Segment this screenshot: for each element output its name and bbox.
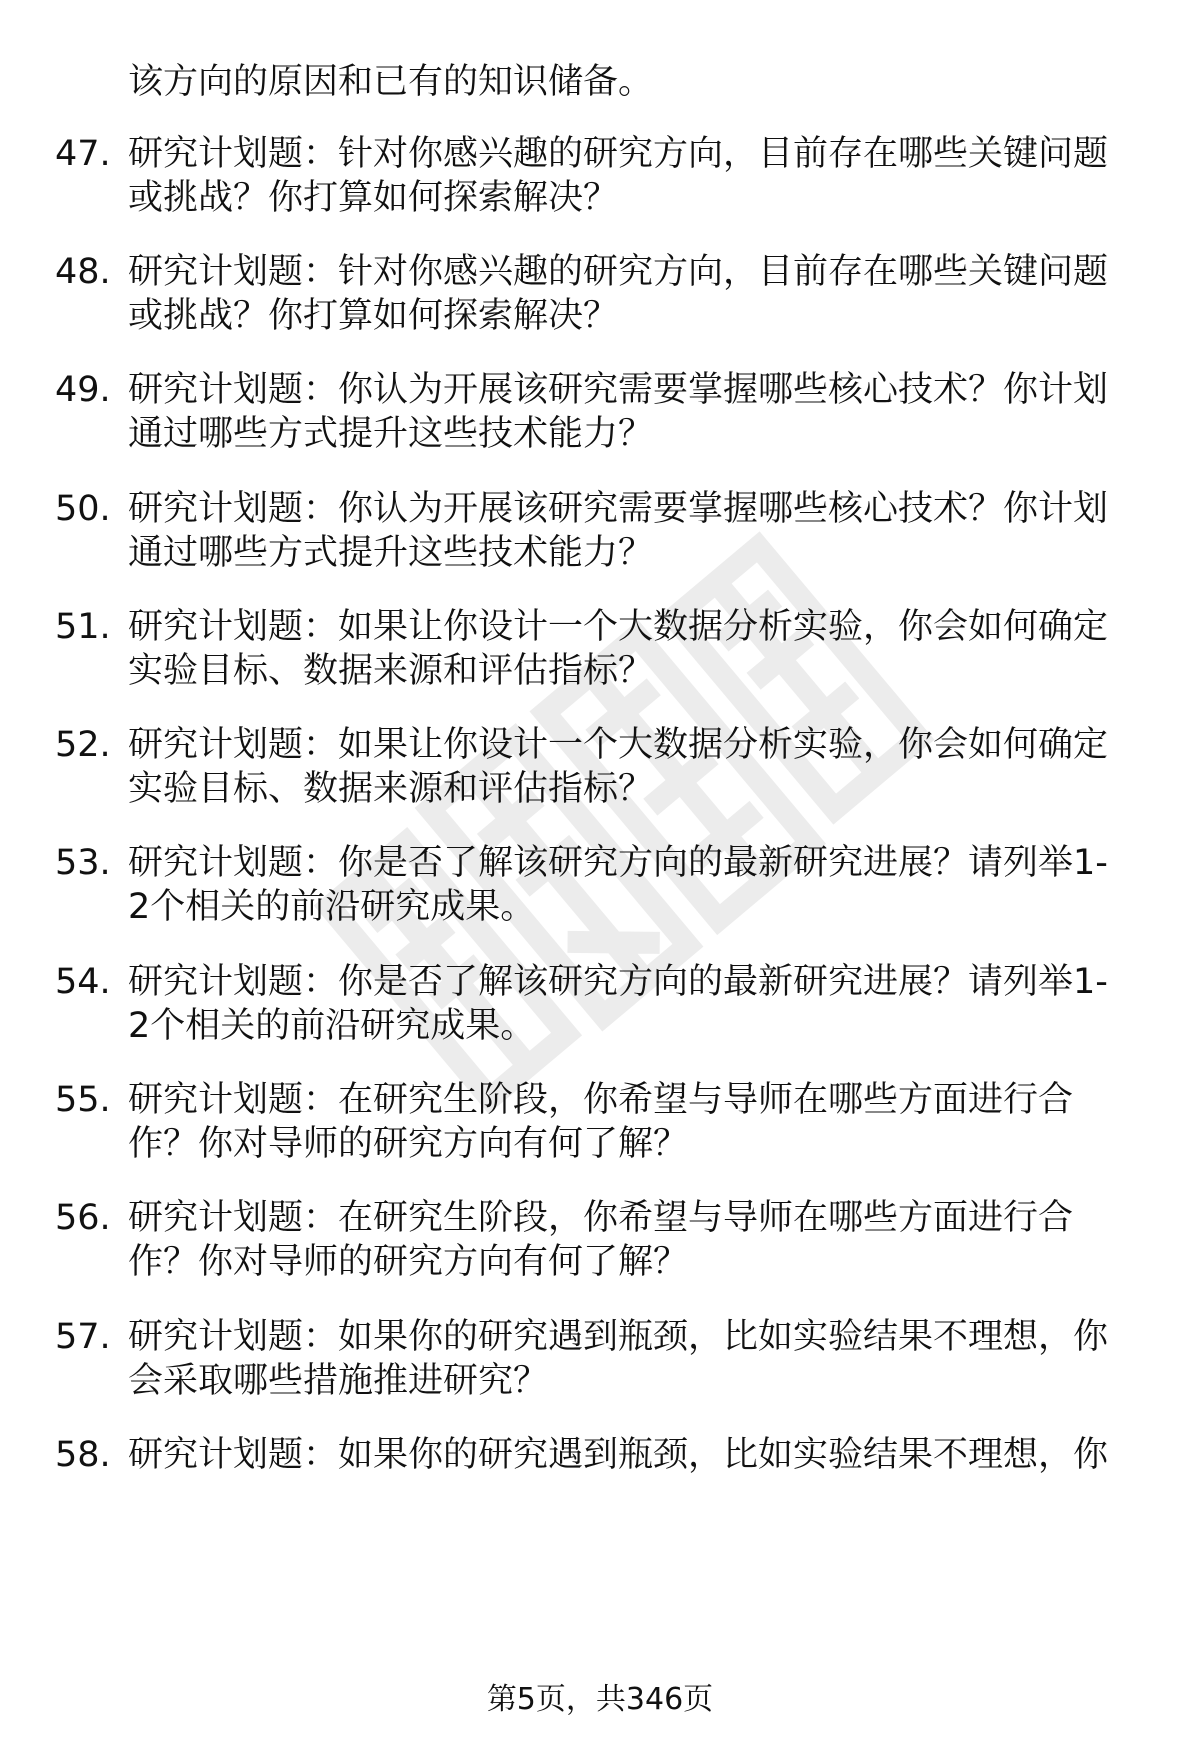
item-text-line: 作？你对导师的研究方向有何了解？ [128,1124,689,1164]
item-text-line: 研究计划题：你是否了解该研究方向的最新研究进展？请列举1- [128,843,1108,883]
item-number: 51. [55,607,111,647]
continuation-line: 该方向的原因和已有的知识储备。 [128,62,654,102]
item-text-line: 研究计划题：针对你感兴趣的研究方向，目前存在哪些关键问题 [128,134,1109,174]
item-text-line: 研究计划题：如果让你设计一个大数据分析实验，你会如何确定 [128,725,1109,765]
item-text-line: 研究计划题：你认为开展该研究需要掌握哪些核心技术？你计划 [128,489,1109,529]
item-text-line: 研究计划题：你认为开展该研究需要掌握哪些核心技术？你计划 [128,370,1109,410]
item-number: 57. [55,1317,111,1357]
item-text-line: 研究计划题：如果让你设计一个大数据分析实验，你会如何确定 [128,607,1109,647]
item-number: 56. [55,1198,111,1238]
item-number: 58. [55,1435,111,1475]
item-text-line: 研究计划题：你是否了解该研究方向的最新研究进展？请列举1- [128,962,1108,1002]
item-number: 50. [55,489,111,529]
item-number: 48. [55,252,111,292]
item-text-line: 研究计划题：在研究生阶段，你希望与导师在哪些方面进行合 [128,1198,1074,1238]
item-text-line: 研究计划题：在研究生阶段，你希望与导师在哪些方面进行合 [128,1080,1074,1120]
item-text-line: 实验目标、数据来源和评估指标？ [128,651,654,691]
item-text-line: 研究计划题：如果你的研究遇到瓶颈，比如实验结果不理想，你 [128,1317,1109,1357]
item-number: 52. [55,725,111,765]
item-text-line: 或挑战？你打算如何探索解决？ [128,296,619,336]
item-text-line: 2个相关的前沿研究成果。 [128,887,536,927]
item-number: 54. [55,962,111,1002]
item-text-line: 实验目标、数据来源和评估指标？ [128,769,654,809]
item-text-line: 通过哪些方式提升这些技术能力？ [128,533,654,573]
item-text-line: 2个相关的前沿研究成果。 [128,1006,536,1046]
item-text-line: 研究计划题：如果你的研究遇到瓶颈，比如实验结果不理想，你 [128,1435,1109,1475]
page-footer: 第5页，共346页 [486,1682,714,1717]
item-number: 55. [55,1080,111,1120]
item-number: 49. [55,370,111,410]
item-text-line: 作？你对导师的研究方向有何了解？ [128,1242,689,1282]
item-number: 47. [55,134,111,174]
item-number: 53. [55,843,111,883]
item-text-line: 会采取哪些措施推进研究？ [128,1361,549,1401]
item-text-line: 研究计划题：针对你感兴趣的研究方向，目前存在哪些关键问题 [128,252,1109,292]
item-text-line: 通过哪些方式提升这些技术能力？ [128,414,654,454]
item-text-line: 或挑战？你打算如何探索解决？ [128,178,619,218]
